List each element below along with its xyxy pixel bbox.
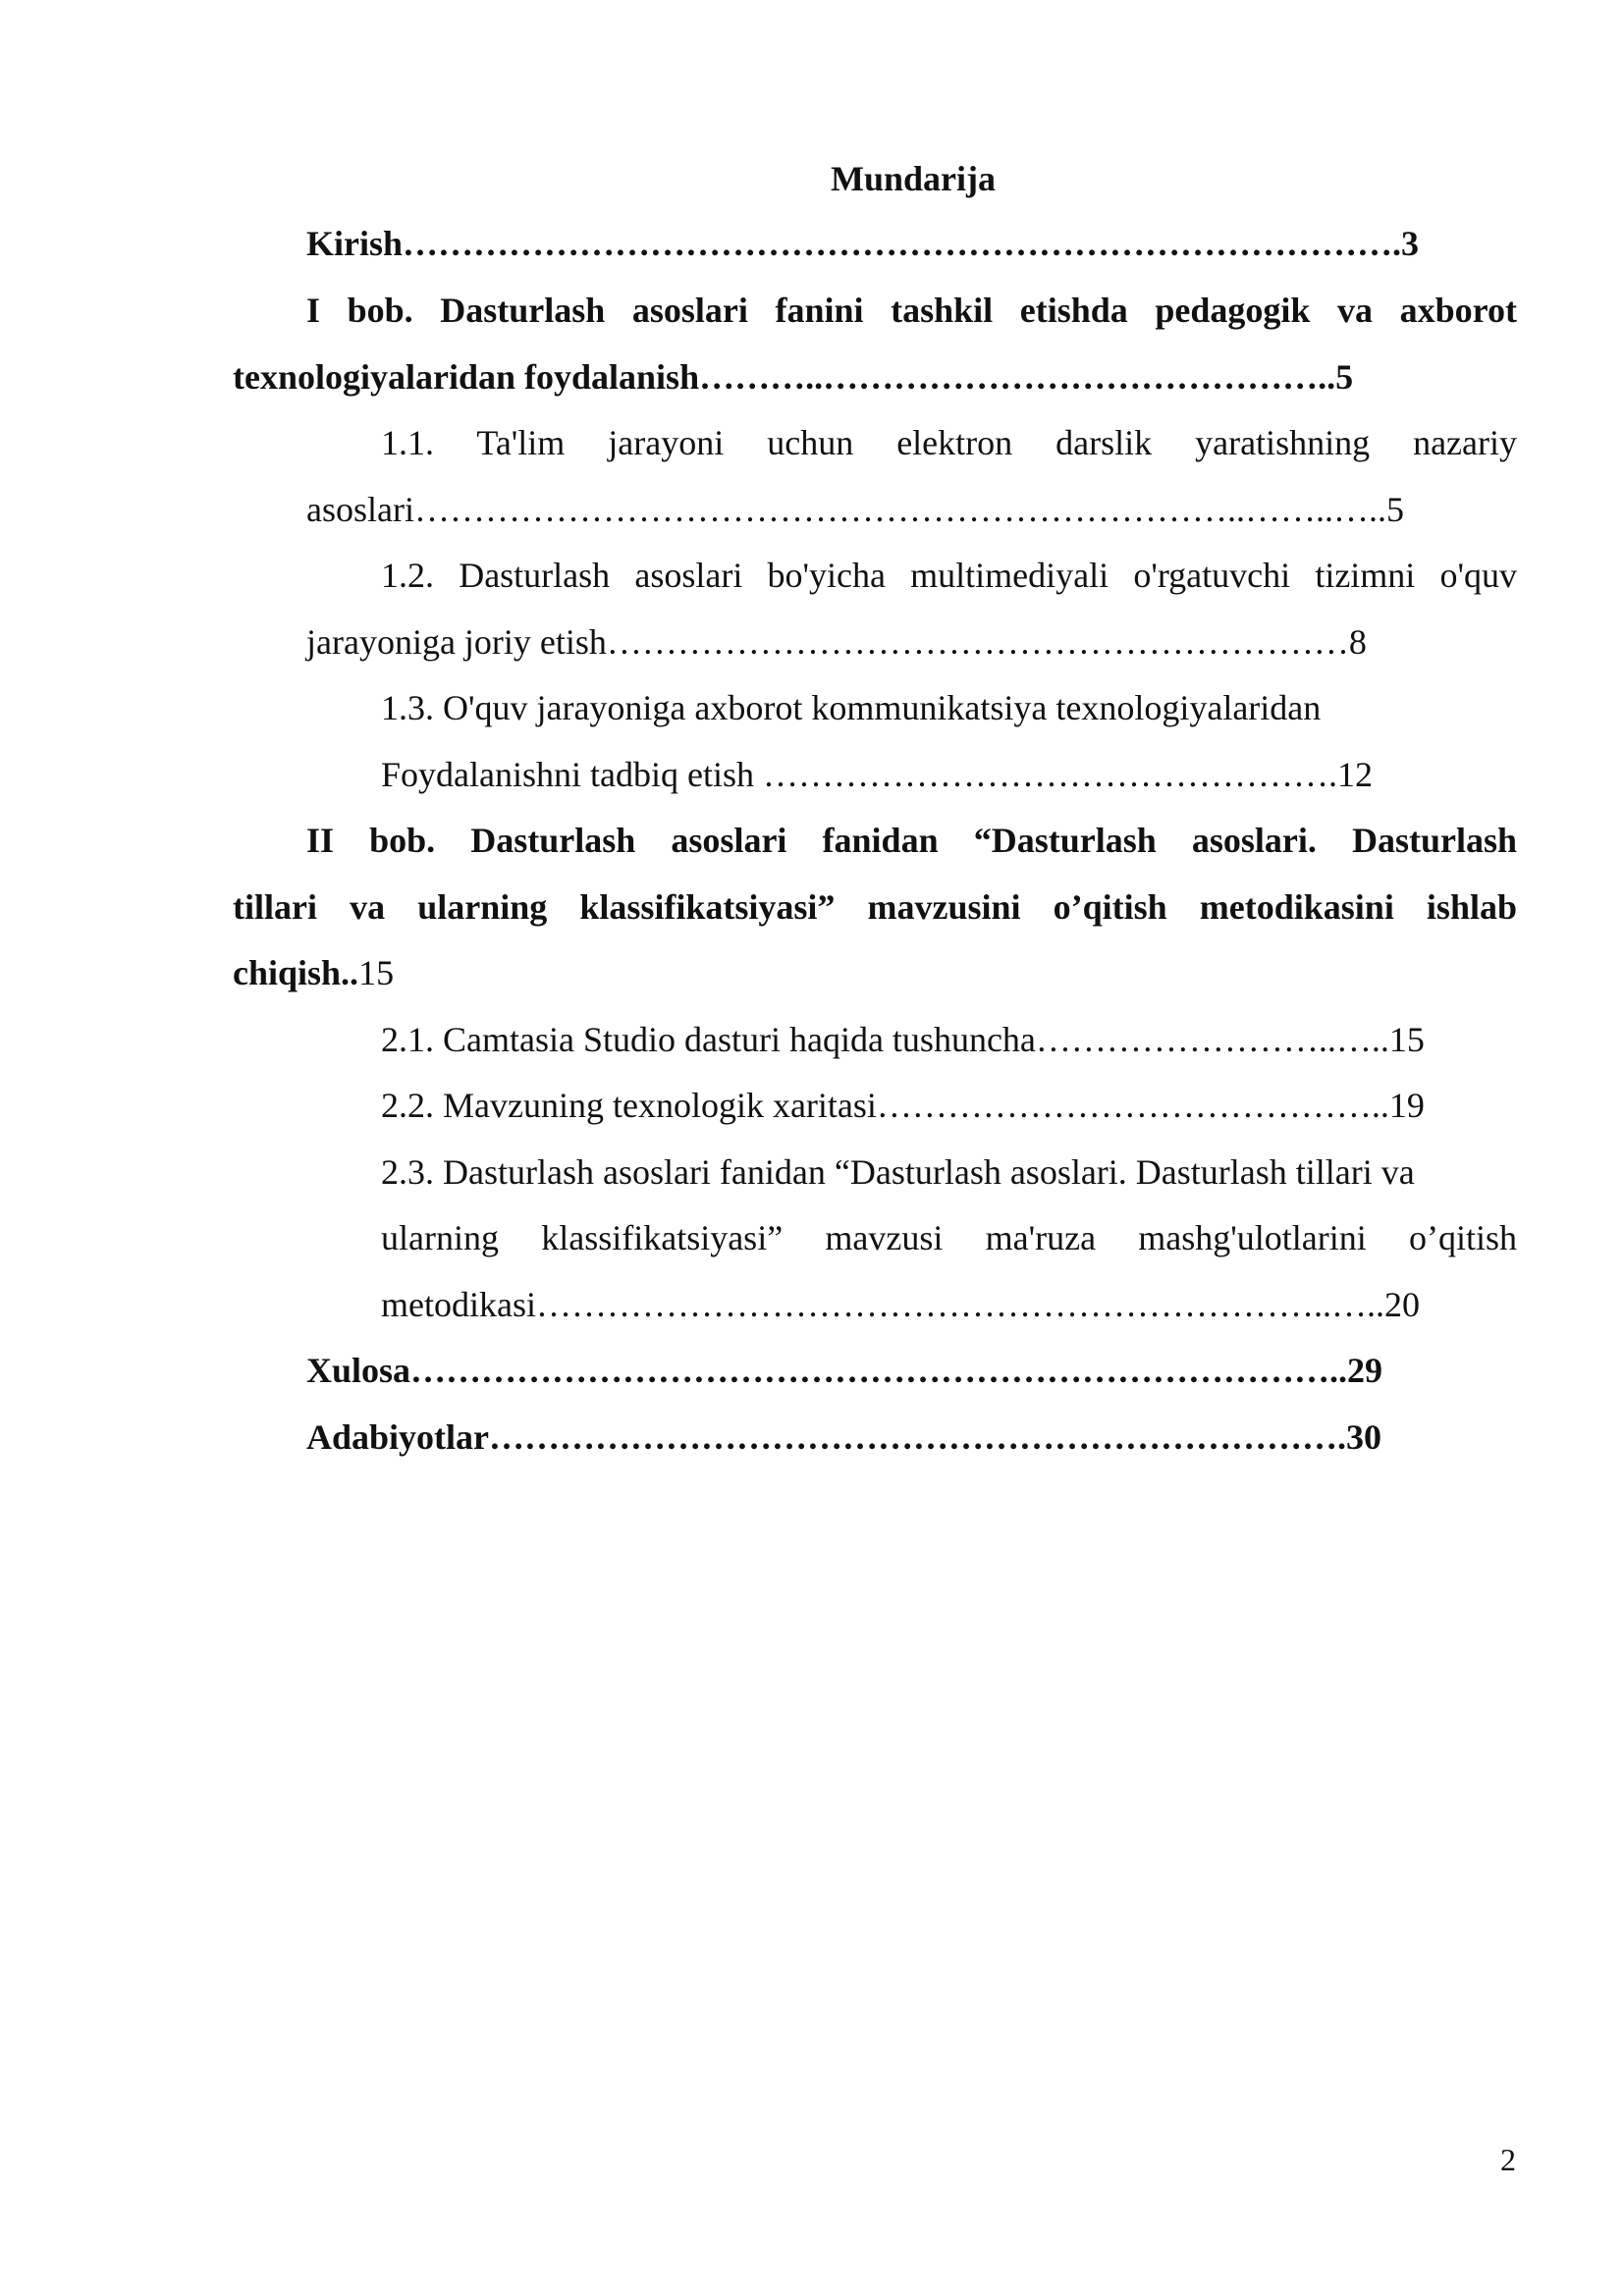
toc-entry-1-2-line2: jarayoniga joriy etish………………………………………………………8: [306, 622, 1367, 662]
toc-entry-adabiyotlar: Adabiyotlar……………………………………………………………….30: [306, 1417, 1382, 1457]
toc-entry-1-3-line1: 1.3. O'quv jarayoniga axborot kommunikatsiya texnologiyalaridan: [381, 688, 1322, 727]
toc-entry-bob2-line1: II bob. Dasturlash asoslari fanidan “Dasturlash asoslari. Dasturlash: [306, 821, 1517, 860]
page-number: 2: [1500, 2142, 1516, 2177]
toc-entry-2-3-line2: ularning klassifikatsiyasi” mavzusi ma'ruza mashg'ulotlarini o’qitish: [381, 1218, 1517, 1257]
toc-entry-bob2-tail: chiqish..: [233, 953, 359, 992]
toc-entry-bob2-page: 15: [358, 953, 395, 992]
toc-entry-1-1-line2: asoslari……………………………………………………………..……..…..5: [306, 490, 1404, 529]
toc-entry-bob1-line2: texnologiyalaridan foydalanish………..……………………………………..5: [233, 357, 1354, 397]
toc-entry-2-2: 2.2. Mavzuning texnologik xaritasi……………………………………..19: [381, 1086, 1425, 1125]
toc-entry-1-3-line2: Foydalanishni tadbiq etish ………………………………………….12: [381, 755, 1373, 794]
toc-entry-kirish: Kirish………………………………………………………………………….3: [306, 224, 1420, 263]
page-title: Mundarija: [830, 159, 996, 198]
toc-entry-bob1-line1: I bob. Dasturlash asoslari fanini tashkil etishda pedagogik va axborot: [306, 291, 1517, 330]
toc-entry-bob2-line2: tillari va ularning klassifikatsiyasi” mavzusini o’qitish metodikasini ishlab: [233, 887, 1517, 927]
toc-entry-bob2-line3: [233, 947, 394, 998]
toc-entry-1-1-line1: 1.1. Ta'lim jarayoni uchun elektron darslik yaratishning nazariy: [381, 423, 1517, 462]
toc-entry-2-3-line1: 2.3. Dasturlash asoslari fanidan “Dasturlash asoslari. Dasturlash tillari va: [381, 1152, 1415, 1192]
toc-entry-1-2-line1: 1.2. Dasturlash asoslari bo'yicha multimediyali o'rgatuvchi tizimni o'quv: [381, 556, 1517, 595]
toc-entry-2-3-line3: metodikasi…………………………………………………………..…..20: [381, 1285, 1420, 1324]
toc-entry-2-1: 2.1. Camtasia Studio dasturi haqida tushuncha……………………..…..15: [381, 1020, 1425, 1059]
toc-entry-xulosa: Xulosa……………………………………………………………………..29: [306, 1351, 1383, 1390]
